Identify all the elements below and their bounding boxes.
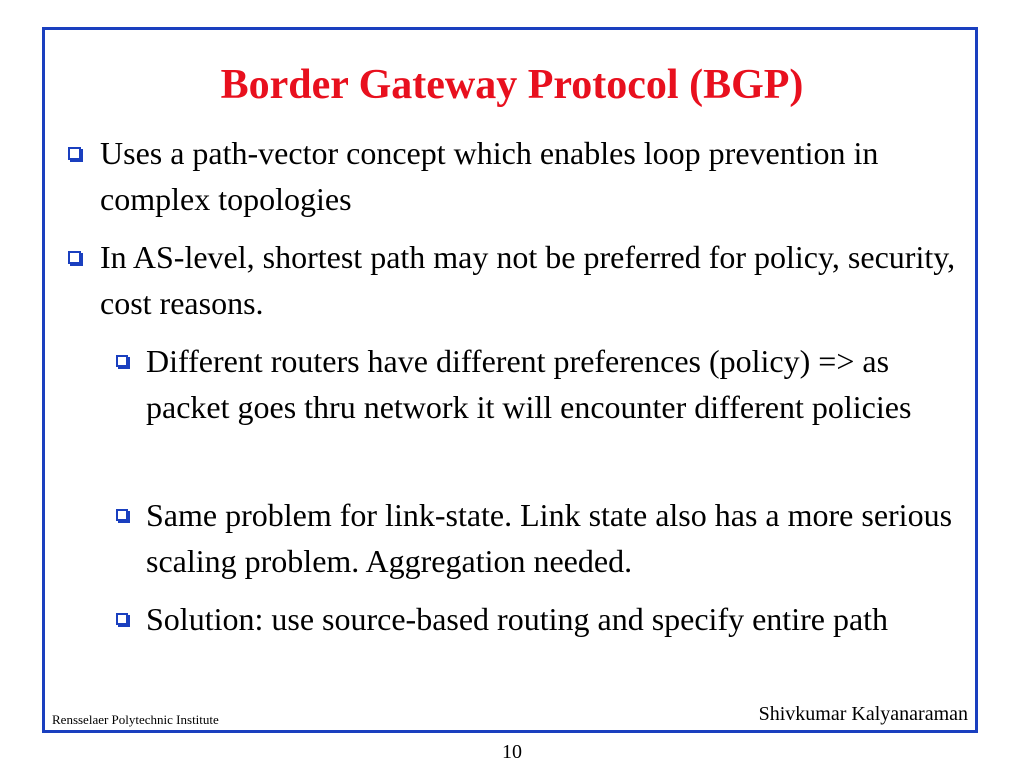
sub-bullet-item — [146, 492, 976, 584]
footer-author: Shivkumar Kalyanaraman — [758, 703, 968, 725]
bullet-text: Uses a path-vector concept which enables loop prevention in complex topologies — [100, 135, 879, 217]
square-bullet-icon — [68, 251, 81, 264]
slide-title: Border Gateway Protocol (BGP) — [220, 62, 804, 108]
square-bullet-icon — [68, 147, 81, 160]
bullet-text: Different routers have different preferences (policy) => as packet goes thru network it will encounter different policies — [146, 343, 912, 425]
bullet-text: In AS-level, shortest path may not be preferred for policy, security, cost reasons. — [100, 239, 956, 321]
square-bullet-icon — [116, 509, 128, 521]
sub-bullet-item — [146, 596, 976, 642]
bullet-text: Same problem for link-state. Link state also has a more serious scaling problem. Aggregation needed. — [146, 497, 953, 579]
page-number: 10 — [502, 741, 522, 763]
bullet-item — [100, 234, 960, 326]
square-bullet-icon — [116, 355, 128, 367]
bullet-item — [100, 130, 960, 222]
bullet-text: Solution: use source-based routing and specify entire path — [146, 601, 889, 637]
footer-institution: Rensselaer Polytechnic Institute — [52, 712, 219, 727]
square-bullet-icon — [116, 613, 128, 625]
sub-bullet-item — [146, 338, 976, 430]
